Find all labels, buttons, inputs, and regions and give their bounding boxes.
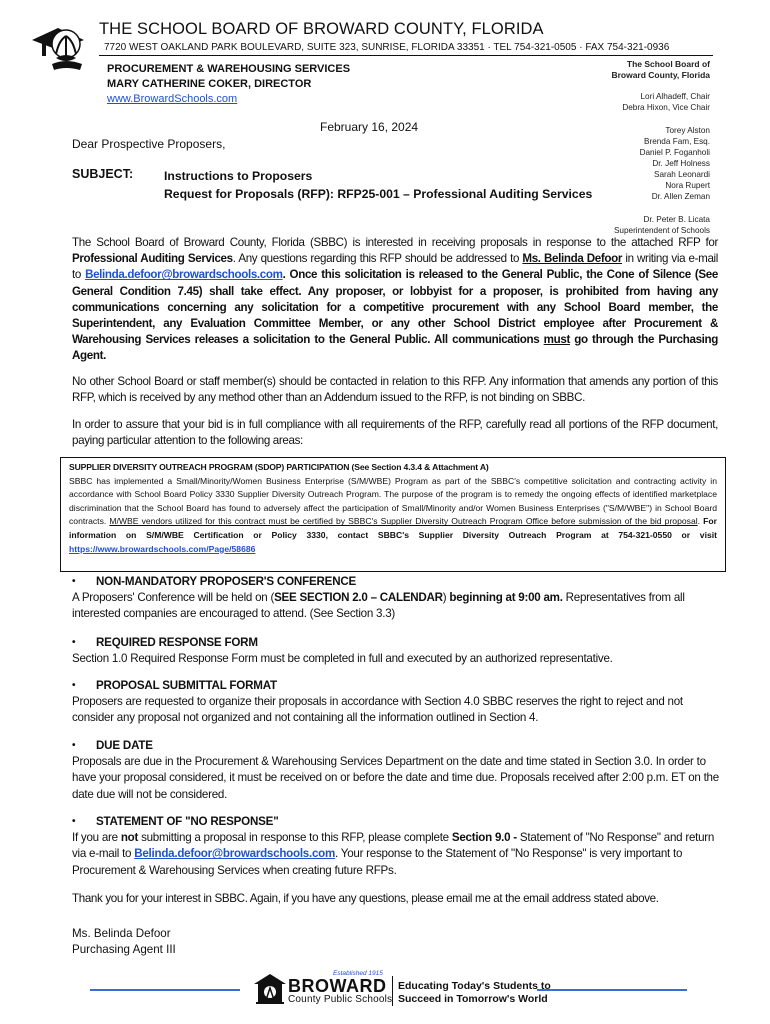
sdop-notice-box	[60, 457, 726, 572]
footer-brand: BROWARD	[288, 976, 387, 996]
contact-restriction-paragraph: No other School Board or staff member(s) should be contacted in relation to this RFP. Any information that amends any portion of this RFP, which is received by any method other than an Addendum issued to the RFP, is not binding on SBBC.	[72, 375, 718, 405]
section-conference	[72, 574, 722, 623]
section-submittal-format	[72, 678, 722, 727]
board-member: Nora Rupert	[665, 181, 710, 190]
signer-title: Purchasing Agent III	[72, 943, 176, 957]
section-body: Section 1.0 Required Response Form must be completed in full and executed by an authorized representative.	[72, 652, 613, 666]
section-title: REQUIRED RESPONSE FORM	[96, 636, 258, 649]
salutation: Dear Prospective Proposers,	[72, 137, 226, 151]
footer-tagline-line2: Succeed in Tomorrow's World	[398, 993, 548, 1005]
section-body: If you are not submitting a proposal in response to this RFP, please complete Section 9.0 - Statement of "No Response" and return via e-mail to Belinda.defoor@browardschools.com. Your response to the Statement of "No Response" is very important to Procurement & Warehousing Services when creating future RFPs.	[72, 831, 715, 877]
footer-rule-left	[90, 989, 240, 991]
bullet-icon: •	[72, 816, 76, 827]
contact-email-link[interactable]: Belinda.defoor@browardschools.com	[85, 268, 283, 282]
footer-tagline	[398, 980, 551, 1006]
board-member: Dr. Allen Zeman	[651, 192, 710, 201]
board-chair: Lori Alhadeff, Chair	[640, 92, 710, 101]
director-name: MARY CATHERINE COKER, DIRECTOR	[107, 78, 312, 90]
superintendent-title: Superintendent of Schools	[613, 226, 710, 235]
bullet-icon: •	[72, 740, 76, 751]
board-member: Brenda Fam, Esq.	[644, 137, 710, 146]
section-due-date	[72, 738, 722, 803]
footer-established: Established 1915	[333, 970, 383, 977]
board-member: Daniel P. Foganholi	[639, 148, 710, 157]
department-block	[107, 62, 350, 92]
letterhead-rule	[99, 55, 713, 56]
footer-brand-sub: County Public Schools	[288, 994, 393, 1005]
letter-date: February 16, 2024	[320, 120, 419, 134]
bullet-icon: •	[72, 576, 76, 587]
section-title: DUE DATE	[96, 739, 153, 752]
board-member: Torey Alston	[665, 126, 710, 135]
website-link[interactable]: www.BrowardSchools.com	[107, 93, 238, 105]
compliance-paragraph: In order to assure that your bid is in full compliance with all requirements of the RFP, carefully read all portions of the RFP document, paying particular attention to the following areas:	[72, 418, 718, 448]
bullet-icon: •	[72, 680, 76, 691]
subject-line-2: Request for Proposals (RFP): RFP25-001 – Professional Auditing Services	[164, 187, 593, 201]
school-board-logo	[30, 14, 96, 80]
board-member: Dr. Jeff Holness	[652, 159, 710, 168]
section-title: NON-MANDATORY PROPOSER'S CONFERENCE	[96, 575, 357, 588]
footer-tagline-line1: Educating Today's Students to	[398, 980, 551, 992]
signature-block	[72, 926, 176, 958]
section-no-response	[72, 814, 722, 879]
board-members-list	[611, 59, 710, 236]
board-name-line2: Broward County, Florida	[611, 70, 710, 80]
signer-name: Ms. Belinda Defoor	[72, 927, 171, 940]
intro-paragraph: The School Board of Broward County, Florida (SBBC) is interested in receiving proposals in response to the attached RFP for Professional Auditing Services. Any questions regarding this RFP should be addressed to Ms. Belinda Defoor in writing via e-mail to Belinda.defoor@browardschools.com. Once this solicitation is released to the General Public, the Cone of Silence (See General Condition 7.45) shall take effect. Any proposer, or lobbyist for a proposer, is prohibited from having any communications concerning any solicitation for a competitive procurement with any School Board member, the Superintendent, any Evaluation Committee Member, or any other School District employee after Procurement & Warehousing Services releases a solicitation to the General Public. All communications must go through the Purchasing Agent.	[72, 236, 718, 363]
closing-paragraph: Thank you for your interest in SBBC. Again, if you have any questions, please email me at the email address stated above.	[72, 892, 659, 905]
board-name-line1: The School Board of	[626, 59, 710, 69]
subject-label: SUBJECT:	[72, 167, 134, 181]
letterhead-address: 7720 WEST OAKLAND PARK BOULEVARD, SUITE 323, SUNRISE, FLORIDA 33351 · TEL 754-321-0505 · FAX 754-321-0936	[104, 42, 670, 53]
sdop-link[interactable]: https://www.browardschools.com/Page/58686	[69, 543, 256, 554]
subject-line-1: Instructions to Proposers	[164, 169, 313, 183]
footer-divider	[392, 976, 393, 1006]
section-body: A Proposers' Conference will be held on (SEE SECTION 2.0 – CALENDAR) beginning at 9:00 am. Representatives from all interested companies are encouraged to attend. (See Section 3.3)	[72, 591, 685, 621]
section-title: STATEMENT OF "NO RESPONSE"	[96, 815, 279, 828]
department-name: PROCUREMENT & WAREHOUSING SERVICES	[107, 63, 351, 75]
section-body: Proposals are due in the Procurement & Warehousing Services Department on the date and time stated in Section 3.0. In order to have your proposal considered, it must be received on or before the date and time due. Proposals received after 2:00 p.m. ET on the date due will not be considered.	[72, 755, 719, 801]
section-title: PROPOSAL SUBMITTAL FORMAT	[96, 679, 277, 692]
bullet-icon: •	[72, 637, 76, 648]
sdop-caption: SUPPLIER DIVERSITY OUTREACH PROGRAM (SDOP) PARTICIPATION (See Section 4.3.4 & Attachment A)	[69, 462, 489, 472]
footer-rule-right	[537, 989, 687, 991]
no-response-email-link[interactable]: Belinda.defoor@browardschools.com	[134, 847, 336, 861]
letterhead-title: THE SCHOOL BOARD OF BROWARD COUNTY, FLORIDA	[99, 20, 544, 38]
section-body: Proposers are requested to organize their proposals in accordance with Section 4.0 SBBC reserves the right to reject and not consider any proposal not organized and not containing all the information outlined in Section 4.	[72, 695, 683, 725]
subject-lines	[164, 167, 592, 203]
sdop-body: SBBC has implemented a Small/Minority/Women Business Enterprise (S/M/WBE) Program as part of the SBBC's competitive solicitation and contracting activity in accordance with School Board Policy 3330 Supplier Diversity Outreach Program. The purpose of the program is to remedy the ongoing effects of identified marketplace discrimination that the School Board has found to adversely affect the participation of Small/Minority and/or Women Business Enterprises ("S/M/WBE") in School Board contracts. M/WBE vendors utilized for this contract must be certified by SBBC's Supplier Diversity Outreach Program Office before submission of the bid proposal. For information on S/M/WBE Certification or Policy 3330, contact SBBC's Supplier Diversity Outreach Program at 754-321-0550 or visit https://www.browardschools.com/Page/58686	[69, 475, 717, 554]
superintendent-name: Dr. Peter B. Licata	[643, 215, 710, 224]
board-vice-chair: Debra Hixon, Vice Chair	[622, 103, 710, 112]
board-member: Sarah Leonardi	[654, 170, 710, 179]
section-response-form	[72, 635, 722, 667]
broward-schoolhouse-logo	[252, 970, 288, 1006]
